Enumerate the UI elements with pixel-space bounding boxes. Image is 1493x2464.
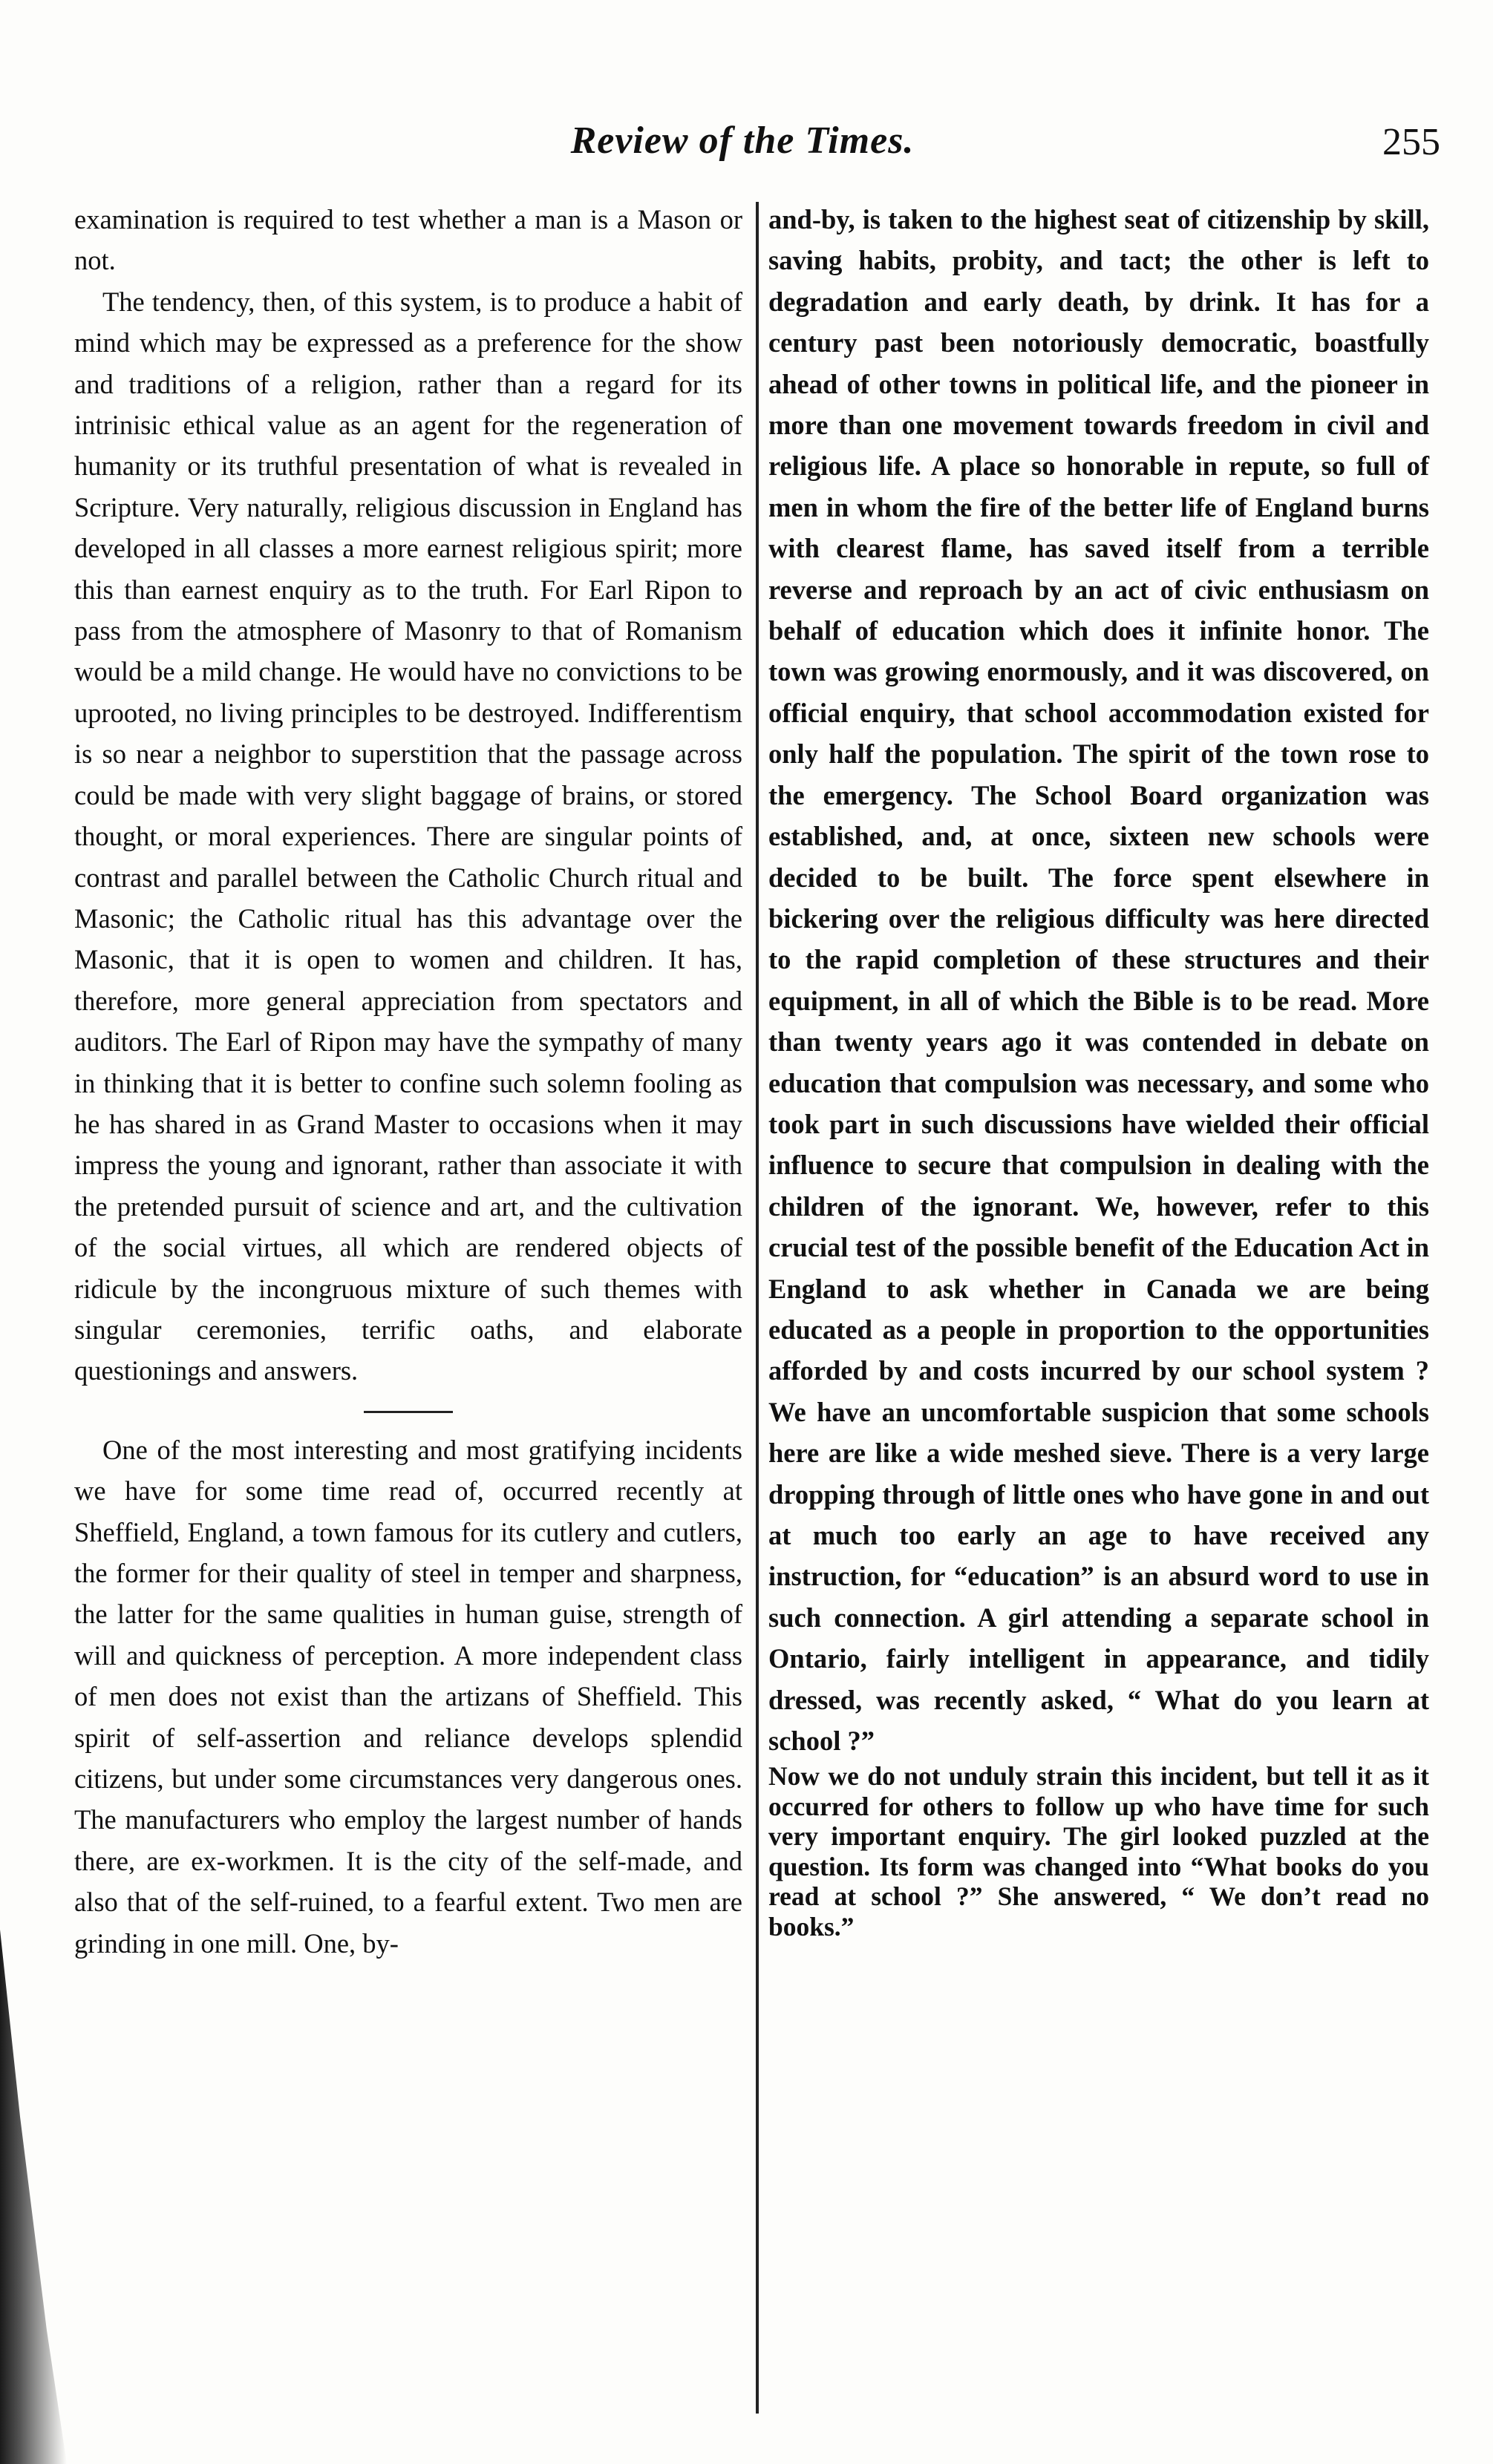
right-paragraph-1: and-by, is taken to the highest seat of citizenship by skill, saving habits, probity, and tact; the other is left to degradation and early death, by drink. It has for a century past been notoriously democratic, boastfully ahead of other towns in political life, and the pioneer in more than one movement towards freedom in civil and religious life. A place so honorable in repute, so full of men in whom the fire of the better life of England burns with clearest flame, has saved itself from a terrible reverse and reproach by an act of civic enthusiasm on behalf of education which does it infinite honor. The town was growing enormously, and it was discovered, on official enquiry, that school accommodation existed for only half the population. The spirit of the town rose to the emergency. The School Board organization was established, and, at once, sixteen new schools were decided to be built. The force spent elsewhere in bickering over the religious difficulty was here directed to the rapid completion of these structures and their equipment, in all of which the Bible is to be read. More than twenty years ago it was contended in debate on education that compulsion was necessary, and some who took part in such discussions have wielded their official influence to secure that compulsion in dealing with the children of the ignorant. We, however, refer to this crucial test of the possible benefit of the Education Act in England to ask whether in Canada we are being educated as a people in proportion to the opportunities afforded by and costs incurred by our school system ? We have an uncomfortable suspicion that some schools here are like a wide meshed sieve. There is a very large dropping through of little ones who have gone in and out at much too early an age to have received any instruction, for “education” is an absurd word to use in such connection. A girl attending a separate school in Ontario, fairly intelligent in appearance, and tidily dressed, was recently asked, “ What do you learn at school ?” [768, 204, 1429, 1757]
left-paragraph-2: The tendency, then, of this system, is to produce a habit of mind which may be expressed as a preference for the show and traditions of a religion, rather than a regard for its intrinisic ethical value as an agent for the regeneration of humanity or its truthful presentation of what is revealed in Scripture. Very naturally, religious discussion in England has developed in all classes a more earnest religious spirit; more this than earnest enquiry as to the truth. For Earl Ripon to pass from the atmosphere of Masonry to that of Romanism would be a mild change. He would have no convictions to be uprooted, no living principles to be destroyed. Indifferentism is so near a neighbor to superstition that the passage across could be made with very slight baggage of brains, or stored thought, or moral experiences. There are singular points of contrast and parallel between the Catholic Church ritual and Masonic; the Catholic ritual has this advantage over the Masonic, that it is open to women and children. It has, therefore, more general appreciation from spectators and auditors. The Earl of Ripon may have the sympathy of many in thinking that it is better to confine such solemn fooling as he has shared in as Grand Master to occasions when it may impress the young and ignorant, rather than associate it with the pretended pursuit of science and art, and the cultivation of the social virtues, all which are rendered objects of ridicule by the incongruous mixture of such themes with singular ceremonies, terrific oaths, and elaborate questionings and answers. [74, 286, 742, 1386]
left-column [74, 199, 742, 1964]
running-title: Review of the Times. [570, 119, 915, 162]
right-paragraph-1-continued: Now we do not unduly strain this incident, but tell it as it occurred for others to follow up who have time for such very important enquiry. The girl looked puzzled at the question. Its form was changed into “What books do you read at school ?” She answered, “ We don’t read no books.” [768, 1761, 1429, 1942]
page-binding-shadow [0, 1930, 67, 2464]
left-paragraph-1: examination is required to test whether a man is a Mason or not. [74, 204, 742, 276]
section-divider [364, 1411, 453, 1413]
page-number: 255 [1382, 121, 1440, 163]
right-column [768, 199, 1429, 1942]
page-header [45, 119, 1440, 178]
left-paragraph-3: One of the most interesting and most gratifying incidents we have for some time read of, occurred recently at Sheffield, England, a town famous for its cutlery and cutlers, the former for their quality of steel in temper and sharpness, the latter for the same qualities in human guise, strength of will and quickness of perception. A more independent class of men does not exist than the artizans of Sheffield. This spirit of self-assertion and reliance develops splendid citizens, but under some circumstances very dangerous ones. The manufacturers who employ the largest number of hands there, are ex-workmen. It is the city of the self-made, and also that of the self-ruined, to a fearful extent. Two men are grinding in one mill. One, by- [74, 1434, 742, 1959]
column-divider [756, 202, 759, 2414]
